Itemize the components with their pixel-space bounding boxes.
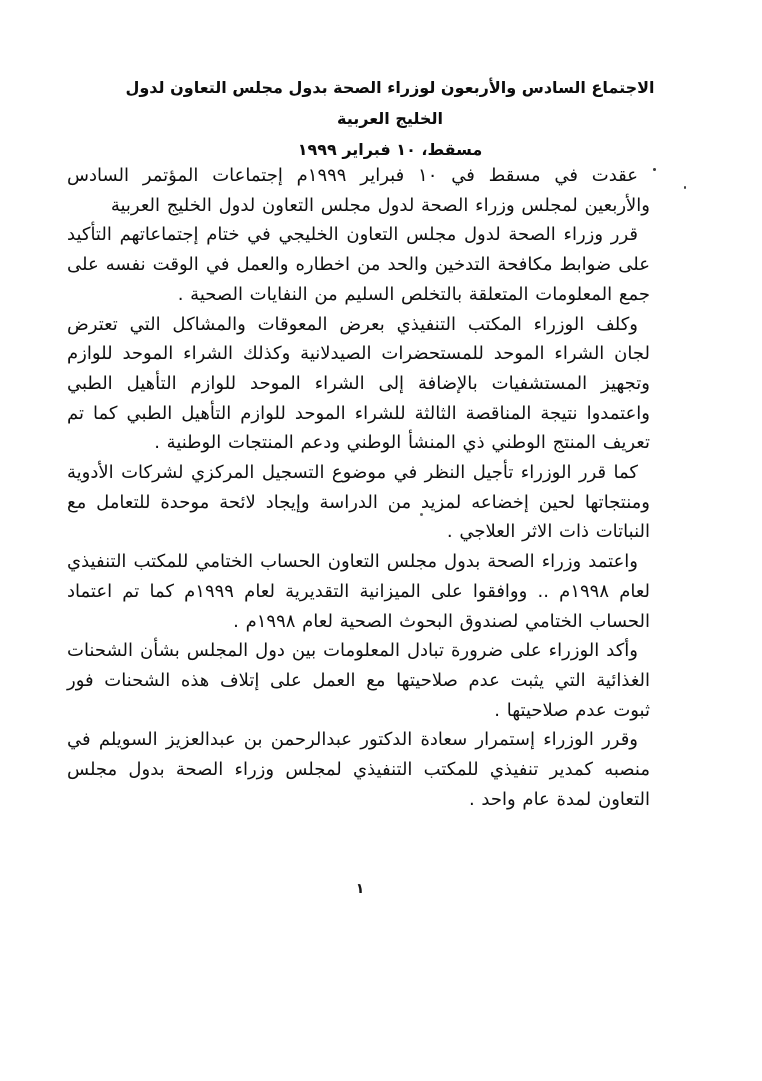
body-paragraph: عقدت في مسقط في ١٠ فبراير ١٩٩٩م إجتماعات المؤتمر السادس والأربعين لمجلس وزراء الصحة لدول مجلس التعاون لدول الخليج العربية — [67, 165, 650, 216]
scan-speck — [420, 513, 423, 516]
document-body — [67, 161, 650, 814]
body-paragraph: وقرر الوزراء إستمرار سعادة الدكتور عبدالرحمن بن عبدالعزيز السويلم في منصبه كمدير تنفيذي للمكتب التنفيذي لمجلس وزراء الصحة بدول مجلس التعاون لمدة عام واحد . — [67, 729, 650, 810]
title-line-1: الاجتماع السادس والأربعون لوزراء الصحة بدول مجلس التعاون لدول الخليج العربية — [125, 78, 655, 128]
body-paragraph: كما قرر الوزراء تأجيل النظر في موضوع التسجيل المركزي لشركات الأدوية ومنتجاتها لحين إخضاعه لمزيد من الدراسة وإيجاد لائحة موحدة للتعامل مع النباتات ذات الاثر العلاجي . — [67, 462, 650, 543]
body-paragraph: وكلف الوزراء المكتب التنفيذي بعرض المعوقات والمشاكل التي تعترض لجان الشراء الموحد للمستحضرات الصيدلانية وكذلك الشراء الموحد للوازم وتجهيز المستشفيات بالإضافة إلى الشراء الموحد للوازم التأهيل الطبي واعتمدوا نتيجة المناقصة الثالثة للشراء الموحد للوازم التأهيل الطبي كما تم تعريف المنتج الوطني ذي المنشأ الوطني ودعم المنتجات الوطنية . — [67, 313, 650, 454]
title-line-2: مسقط، ١٠ فبراير ١٩٩٩ — [297, 140, 483, 159]
body-paragraph: وأكد الوزراء على ضرورة تبادل المعلومات بين دول المجلس بشأن الشحنات الغذائية التي يثبت عدم صلاحيتها مع العمل على إتلاف هذه الشحنات فور ثبوت عدم صلاحيتها . — [67, 640, 650, 721]
body-paragraph: واعتمد وزراء الصحة بدول مجلس التعاون الحساب الختامي للمكتب التنفيذي لعام ١٩٩٨م .. ووافقوا على الميزانية التقديرية لعام ١٩٩٩م كما تم اعتماد الحساب الختامي لصندوق البحوث الصحية لعام ١٩٩٨م . — [67, 551, 650, 632]
page-number-label: ١ — [355, 881, 365, 897]
scan-speck — [653, 168, 656, 171]
body-paragraph: قرر وزراء الصحة لدول مجلس التعاون الخليجي في ختام إجتماعاتهم التأكيد على ضوابط مكافحة التدخين والحد من اخطاره والعمل في الوقت نفسه على جمع المعلومات المتعلقة بالتخلص السليم من النفايات الصحية . — [67, 224, 650, 305]
scan-speck — [684, 186, 686, 189]
document-title — [100, 72, 680, 165]
